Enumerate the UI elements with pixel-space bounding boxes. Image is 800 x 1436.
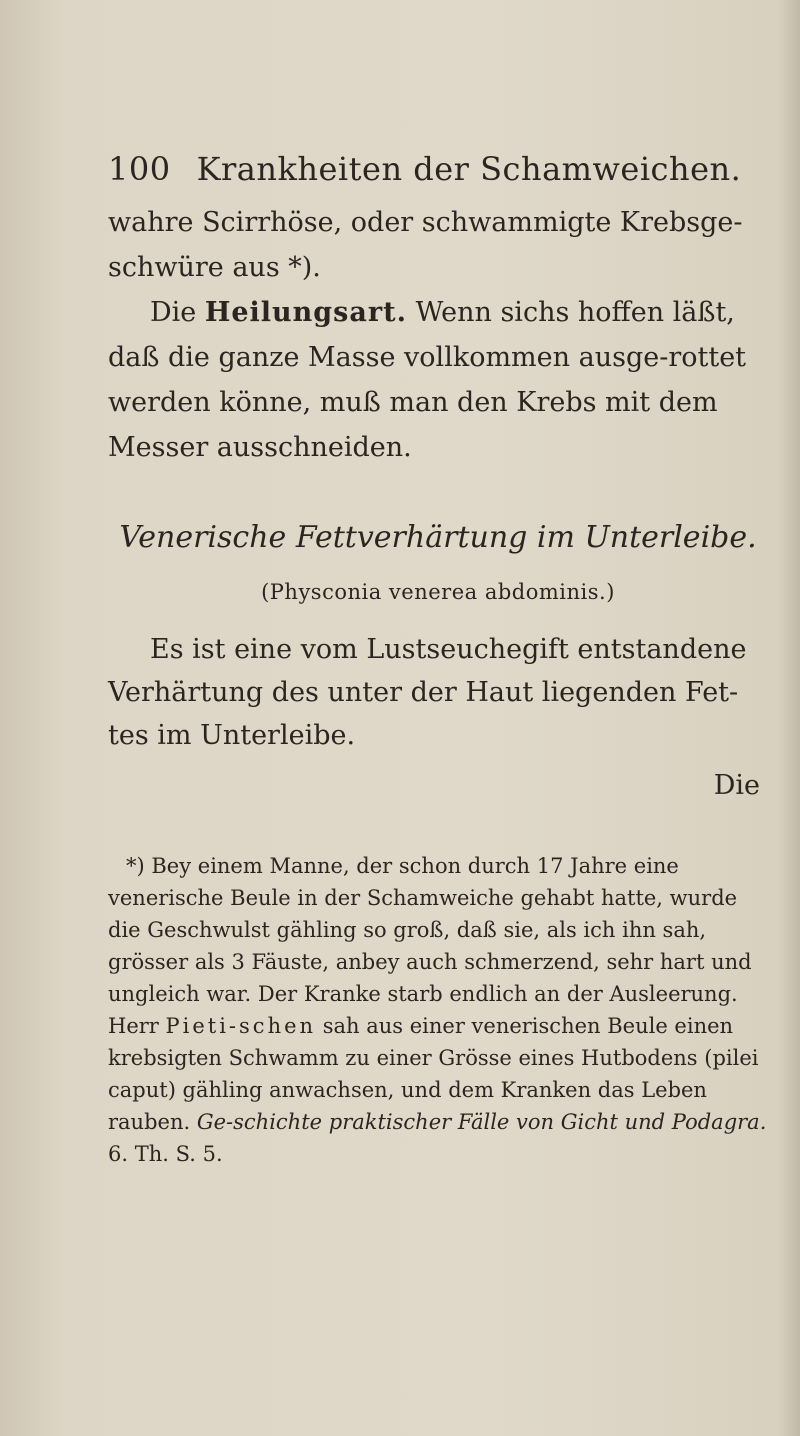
footnote: [108, 850, 768, 1170]
paragraph-heilungsart: [108, 290, 768, 470]
paragraph-definition: Es ist eine vom Lustseuchegift entstandene Verhärtung des unter der Haut liegenden Fet-tes im Unterleibe.: [108, 634, 747, 751]
footnote-text: *) Bey einem Manne, der schon durch 17 Jahre eine venerische Beule in der Schamweiche gehabt hatte, wurde die Geschwulst gähling so groß, daß sie, als ich ihn sah, grösser als 3 Fäuste, anbey auch schmerzend, sehr hart und ungleich war. Der Kranke starb endlich an der Ausleerung. Herr: [108, 854, 752, 1038]
footnote-reference: Ge-schichte praktischer Fälle von Gicht und Podagra.: [196, 1110, 767, 1134]
page-edge-shadow: [778, 0, 800, 1436]
paragraph-lead: Die: [150, 297, 205, 328]
running-title: Krankheiten der Schamweichen.: [196, 150, 742, 188]
paragraph-text: Wenn sichs hoffen läßt, daß die ganze Masse vollkommen ausge-rottet werden könne, muß man den Krebs mit dem Messer ausschneiden.: [108, 297, 747, 463]
page-header: [108, 150, 768, 188]
page-number: 100: [108, 150, 171, 188]
section-title: Venerische Fettverhärtung im Unterleibe.: [119, 520, 757, 555]
footnote-text-3: 6. Th. S. 5.: [108, 1142, 223, 1166]
catchword: Die: [713, 770, 760, 801]
paragraph-continuation: wahre Scirrhöse, oder schwammigte Krebsge-schwüre aus *).: [108, 207, 743, 283]
footnote-text-2: sah aus einer venerischen Beule einen krebsigten Schwamm zu einer Grösse eines Hutbodens (pilei caput) gähling anwachsen, und dem Kranken das Leben rauben.: [108, 1014, 759, 1134]
section-subtitle: (Physconia venerea abdominis.): [261, 580, 615, 604]
paragraph-emphasis: Heilungsart.: [204, 297, 407, 328]
footnote-author: Pieti-schen: [165, 1014, 317, 1038]
